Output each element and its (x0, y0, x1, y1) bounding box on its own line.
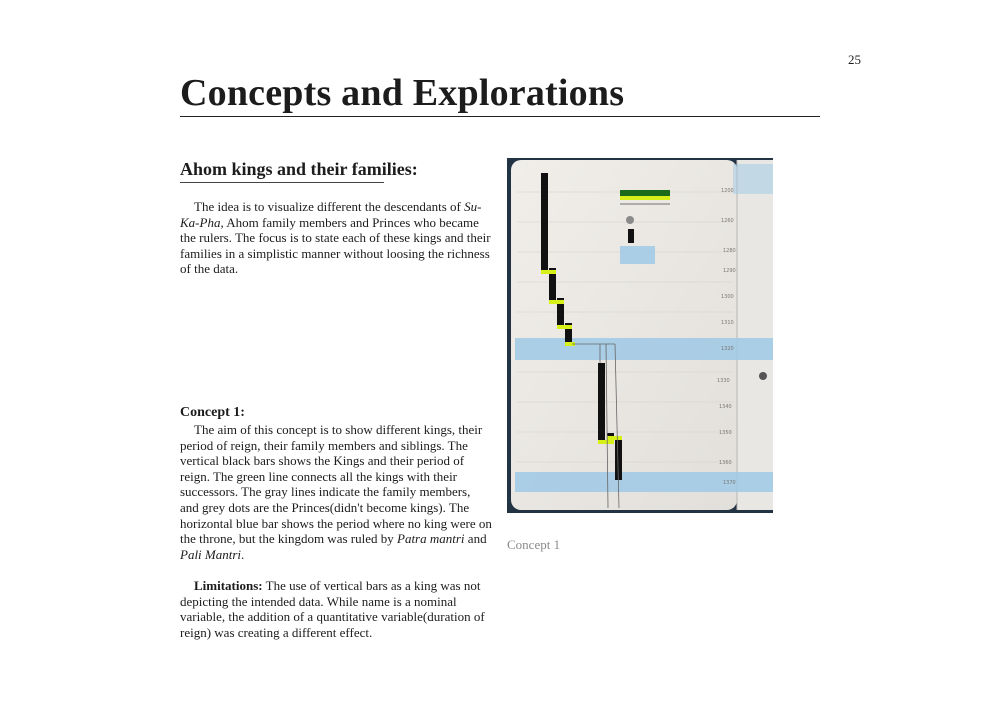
limitations-label: Limitations: (194, 578, 263, 593)
svg-text:1350: 1350 (719, 430, 732, 436)
svg-text:1290: 1290 (723, 268, 736, 274)
concept-text-3: . (241, 546, 245, 562)
concept-sketch-photo (507, 158, 773, 513)
page-number: 25 (848, 52, 861, 67)
concept-italic-1: Patra mantri (397, 531, 465, 547)
svg-text:1360: 1360 (719, 460, 732, 466)
concept-heading: Concept 1: (180, 405, 245, 420)
figure-caption: Concept 1 (507, 537, 561, 552)
svg-text:1300: 1300 (721, 294, 734, 300)
title-underline (180, 116, 820, 117)
svg-text:1310: 1310 (721, 320, 734, 326)
binder-clip (759, 372, 767, 380)
svg-text:1320: 1320 (721, 346, 734, 352)
section-heading-underline (180, 182, 384, 183)
concept-text-2: and (464, 531, 487, 547)
svg-text:1200: 1200 (721, 188, 734, 194)
concept-paragraph (180, 422, 492, 562)
svg-text:1330: 1330 (717, 378, 730, 384)
svg-text:1340: 1340 (719, 404, 732, 410)
concept-italic-2: Pali Mantri (180, 546, 242, 562)
next-notebook-page (737, 160, 773, 510)
concept-text-1: The aim of this concept is to show different kings, their period of reign, their family members and siblings. The vertical black bars shows the Kings and their period of reign. The green line connects all the kings with their successors. The gray lines indicate the family members, and grey dots are the Princes(didn't become kings). The horizontal blue bar shows the period where no king were on the throne, but the kingdom was ruled by (180, 422, 492, 547)
svg-text:1260: 1260 (721, 218, 734, 224)
intro-text-2: , Ahom family members and Princes who became the rulers. The focus is to state each of these kings and their families in a simplistic manner without loosing the richness of the data. (180, 214, 491, 277)
page-title: Concepts and Explorations (180, 72, 625, 114)
svg-text:1370: 1370 (723, 480, 736, 486)
intro-italic-name: Su-Ka-Pha (180, 199, 482, 230)
intro-paragraph (180, 199, 492, 277)
svg-text:1280: 1280 (723, 248, 736, 254)
section-heading: Ahom kings and their families: (180, 159, 418, 179)
limitations-text: The use of vertical bars as a king was not depicting the intended data. While name is a nominal variable, the addition of a quantitative variable(duration of reign) was creating a different effect. (180, 578, 485, 640)
intro-text-1: The idea is to visualize different the descendants of (194, 199, 465, 214)
limitations-paragraph (180, 578, 492, 640)
